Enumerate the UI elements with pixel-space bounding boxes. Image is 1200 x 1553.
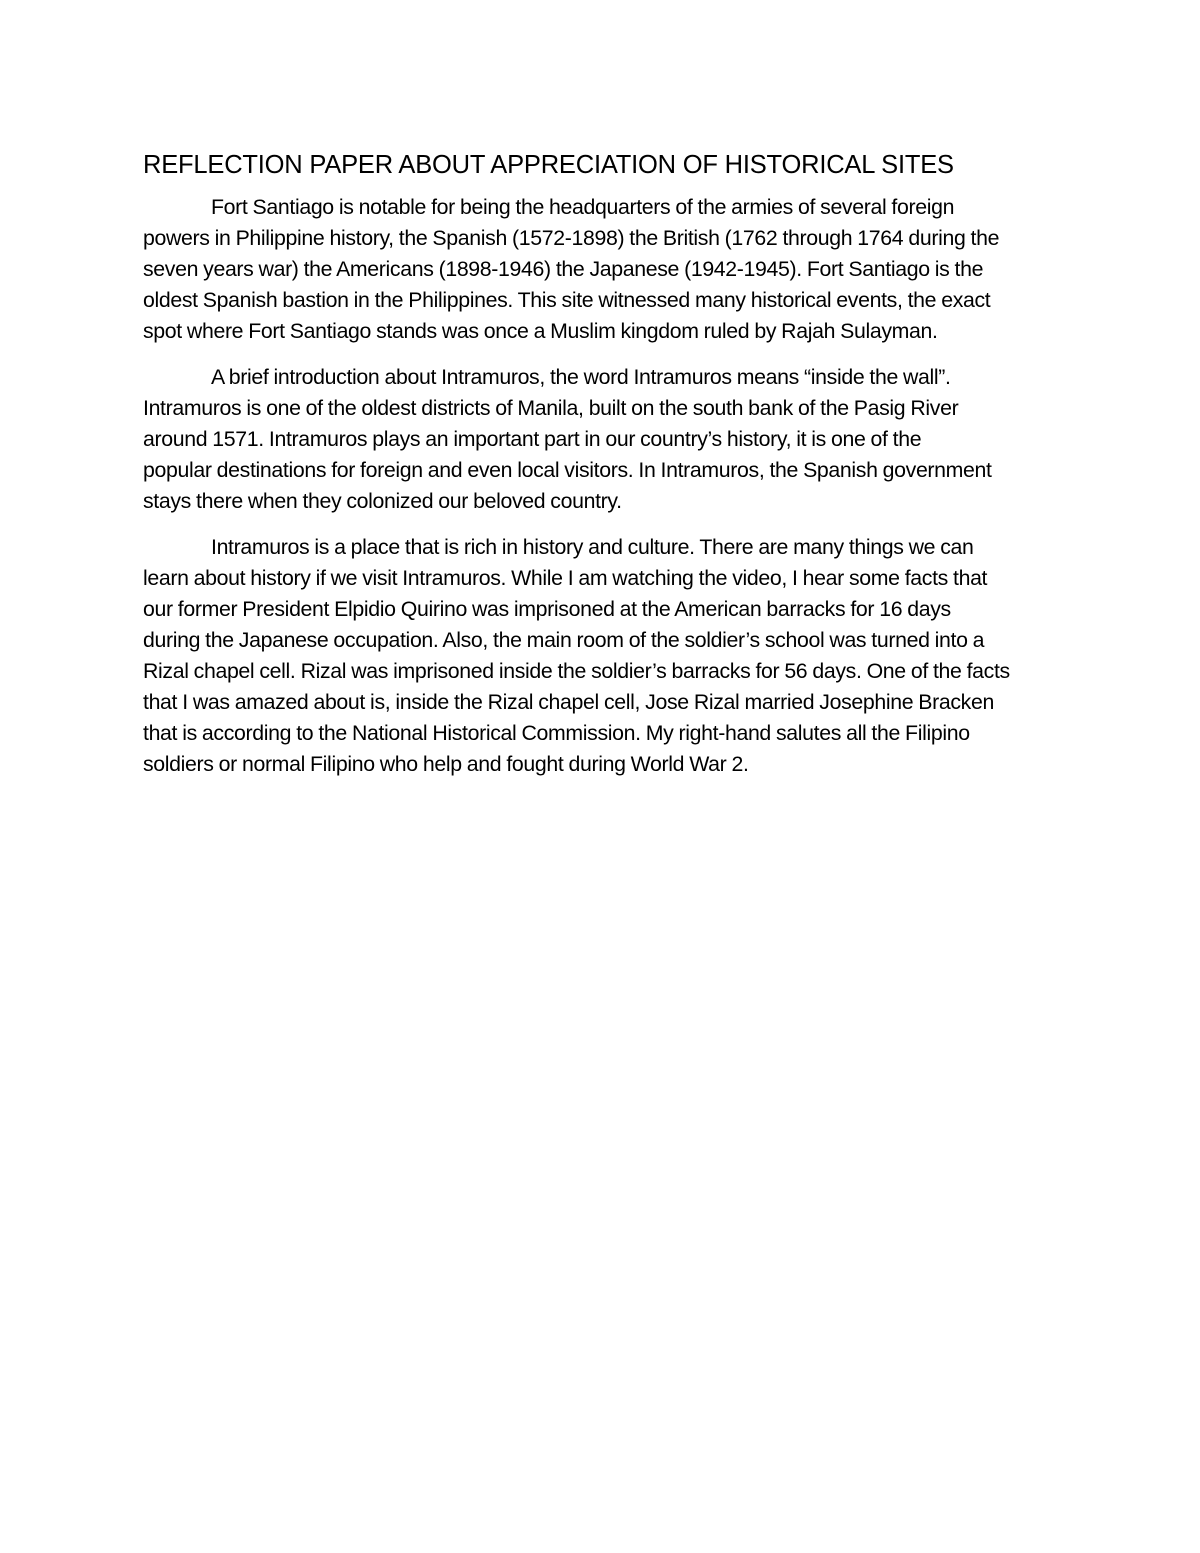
paragraph-line: soldiers or normal Filipino who help and fought during World War 2. — [143, 752, 749, 776]
page-title: REFLECTION PAPER ABOUT APPRECIATION OF HISTORICAL SITES — [143, 151, 954, 179]
paragraph-line: that is according to the National Historical Commission. My right-hand salutes all the Filipino — [143, 721, 970, 745]
document-body — [143, 148, 1063, 795]
paragraph-line: Intramuros is one of the oldest districts of Manila, built on the south bank of the Pasig River — [143, 396, 959, 420]
paragraph-fort-santiago — [143, 192, 1063, 347]
paragraph-line: oldest Spanish bastion in the Philippines. This site witnessed many historical events, the exact — [143, 288, 991, 312]
paragraph-line: spot where Fort Santiago stands was once a Muslim kingdom ruled by Rajah Sulayman. — [143, 319, 938, 343]
paragraph-line: A brief introduction about Intramuros, the word Intramuros means “inside the wall”. — [211, 365, 951, 389]
paragraph-line: learn about history if we visit Intramuros. While I am watching the video, I hear some facts that — [143, 566, 988, 590]
paragraph-line: Rizal chapel cell. Rizal was imprisoned inside the soldier’s barracks for 56 days. One of the facts — [143, 659, 1010, 683]
paragraph-line: popular destinations for foreign and even local visitors. In Intramuros, the Spanish government — [143, 458, 992, 482]
paragraph-line: stays there when they colonized our beloved country. — [143, 489, 622, 513]
paragraph-intramuros-intro — [143, 362, 1063, 517]
paragraph-line: around 1571. Intramuros plays an important part in our country’s history, it is one of the — [143, 427, 922, 451]
paragraph-line: that I was amazed about is, inside the Rizal chapel cell, Jose Rizal married Josephine Bracken — [143, 690, 994, 714]
paragraph-line: seven years war) the Americans (1898-1946) the Japanese (1942-1945). Fort Santiago is the — [143, 257, 984, 281]
paragraph-line: Intramuros is a place that is rich in history and culture. There are many things we can — [211, 535, 974, 559]
paragraph-line: during the Japanese occupation. Also, the main room of the soldier’s school was turned into a — [143, 628, 985, 652]
paragraph-intramuros-history — [143, 532, 1063, 780]
paragraph-line: Fort Santiago is notable for being the headquarters of the armies of several foreign — [211, 195, 955, 219]
paragraph-line: our former President Elpidio Quirino was imprisoned at the American barracks for 16 days — [143, 597, 951, 621]
paragraph-line: powers in Philippine history, the Spanish (1572-1898) the British (1762 through 1764 during the — [143, 226, 1000, 250]
